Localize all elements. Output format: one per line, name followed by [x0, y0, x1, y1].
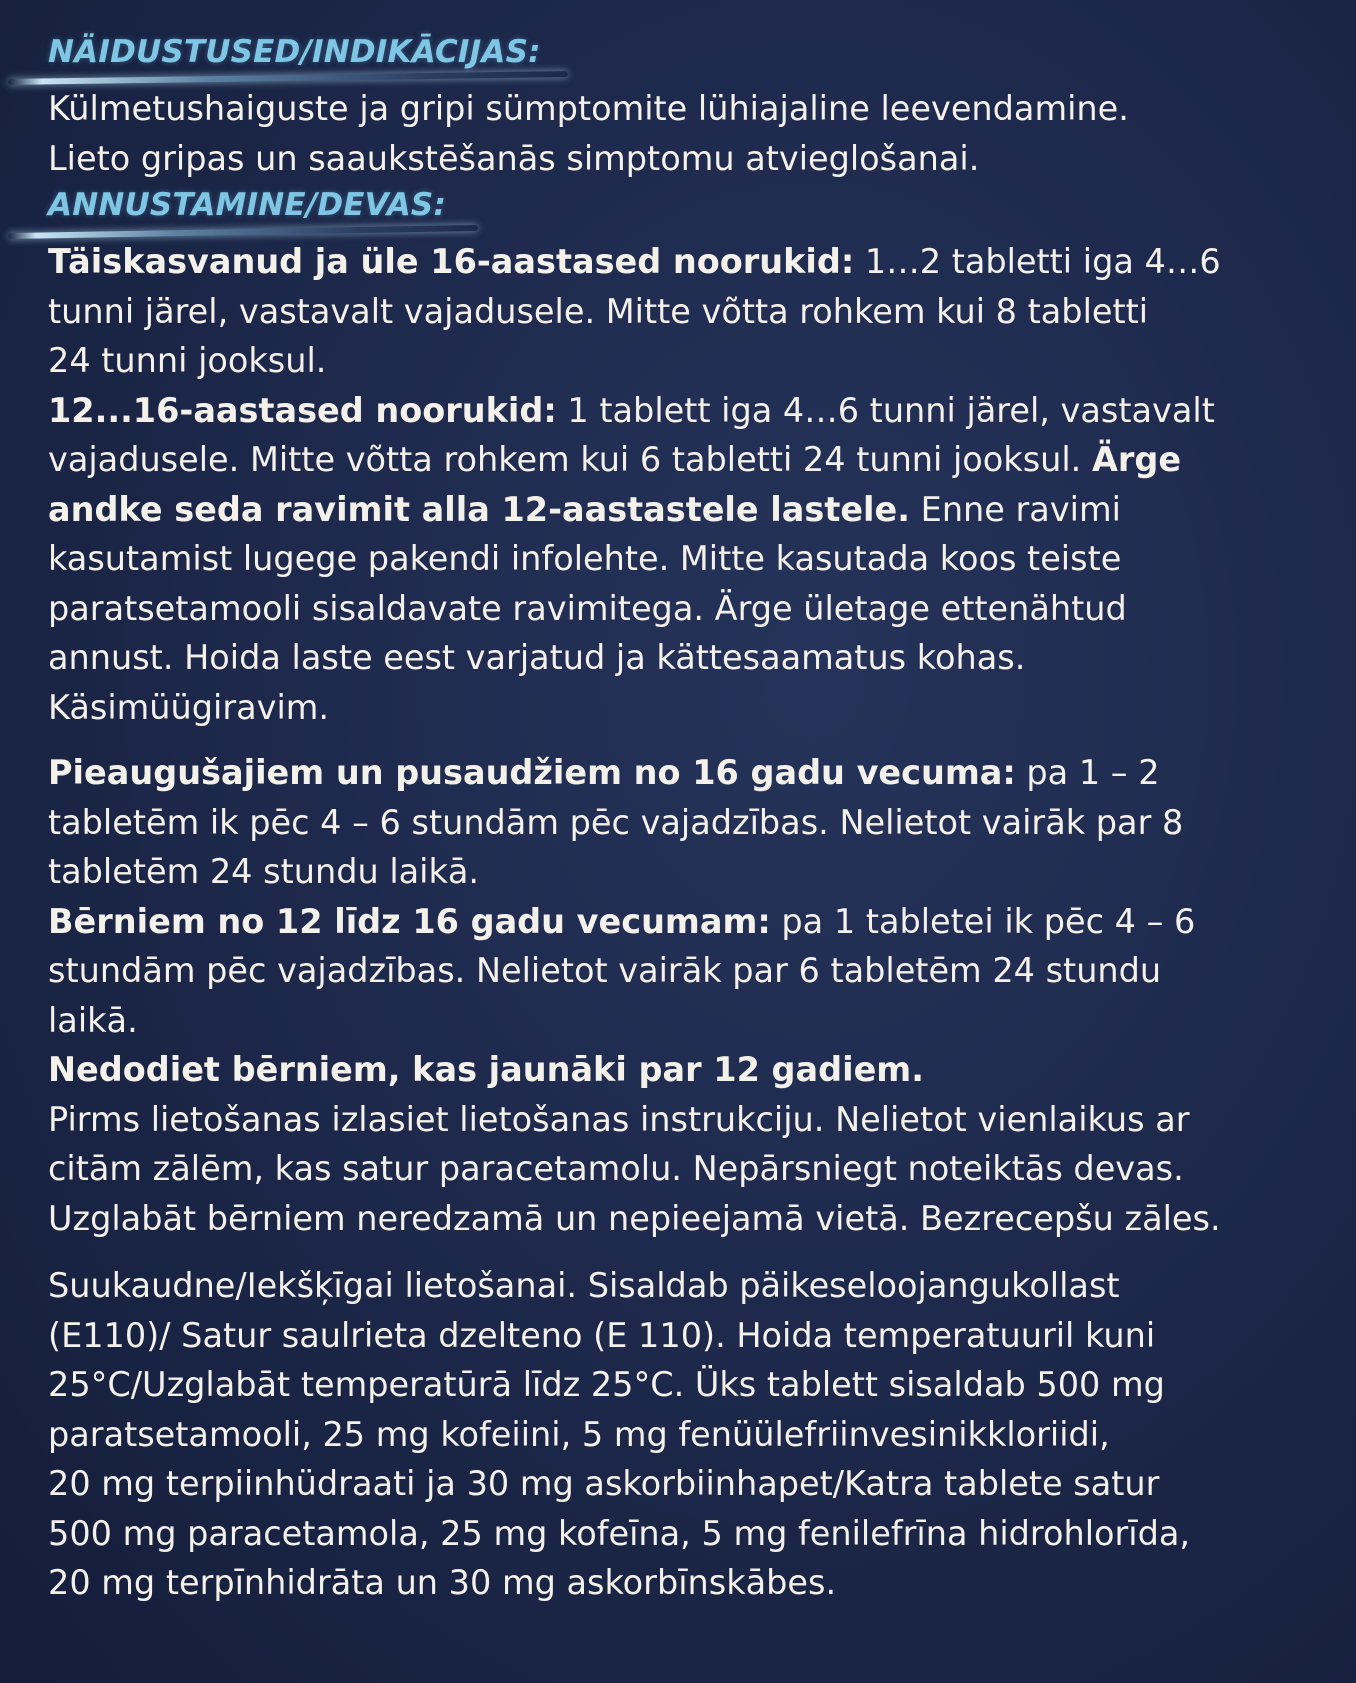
lv-children-label: Bērniem no 12 līdz 16 gadu vecumam: — [48, 901, 771, 941]
package-text — [48, 30, 1338, 1608]
est-warning-bold: andke seda ravimit alla 12-aastastele lastele. — [48, 489, 910, 529]
indications-line: Külmetushaiguste ja gripi sümptomite lühiajaline leevendamine. — [48, 89, 1129, 128]
lv-warning-paragraph: Nedodiet bērniem, kas jaunāki par 12 gadiem. Pirms lietošanas izlasiet lietošanas instrukciju. Nelietot vienlaikus ar citām zālēm, kas satur paracetamolu. Nepārsniegt noteiktās devas. Uzglabāt bērniem neredzamā un nepieejamā vietā. Bezrecepšu zāles. — [48, 1045, 1338, 1243]
est-teens-label: 12...16-aastased noorukid: — [48, 390, 557, 430]
indications-line: Lieto gripas un saaukstēšanās simptomu atvieglošanai. — [48, 138, 980, 178]
lv-adults-label: Pieaugušajiem un pusaudžiem no 16 gadu vecuma: — [48, 753, 1016, 792]
est-adults-label: Täiskasvanud ja üle 16-aastased noorukid: — [48, 242, 855, 281]
est-teens-paragraph: 12...16-aastased noorukid: 1 tablett iga 4…6 tunni järel, vastavalt vajadusele. Mitte võtta rohkem kui 6 tabletti 24 tunni jooksul. Ärge andke seda ravimit alla 12-aastastele lastele. Enne ravimi kasutamist lugege pakendi infolehte. Mitte kasutada koos teiste paratsetamooli sisaldavate ravimitega. Ärge ületage ettenähtud annust. Hoida laste eest varjatud ja kättesaamatus kohas. Käsimüügiravim. — [48, 390, 1215, 727]
est-warning-bold: Ärge — [1091, 440, 1182, 479]
lv-warning-bold: Nedodiet bērniem, kas jaunāki par 12 gadiem. — [48, 1050, 924, 1089]
composition-paragraph: Suukaudne/Iekšķīgai lietošanai. Sisaldab päikeseloojangukollast (E110)/ Satur saulrieta dzelteno (E 110). Hoida temperatuuril kuni 25°C/Uzglabāt temperatūrā līdz 25°C. Üks tablett sisaldab 500 mg paratsetamooli, 25 mg kofeiini, 5 mg fenüülefriinvesinikkloriidi, 20 mg terpiinhüdraati ja 30 mg askorbiinhapet/Katra tablete satur 500 mg paracetamola, 25 mg kofeīna, 5 mg fenilefrīna hidrohlorīda, 20 mg terpīnhidrāta un 30 mg askorbīnskābes. — [48, 1266, 1191, 1602]
lv-children-paragraph: Bērniem no 12 līdz 16 gadu vecumam: pa 1 tabletei ik pēc 4 – 6 stundām pēc vajadzības. Nelietot vairāk par 6 tabletēm 24 stundu laikā. — [48, 901, 1196, 1040]
lv-adults-paragraph: Pieaugušajiem un pusaudžiem no 16 gadu vecuma: pa 1 – 2 tabletēm ik pēc 4 – 6 stundām pēc vajadzības. Nelietot vairāk par 8 tabletēm 24 stundu laikā. — [48, 753, 1184, 891]
indications-heading: NÄIDUSTUSED/INDIKĀCIJAS: — [48, 30, 1338, 74]
dosage-heading: ANNUSTAMINE/DEVAS: — [48, 183, 1338, 227]
est-adults-paragraph: Täiskasvanud ja üle 16-aastased noorukid: 1…2 tabletti iga 4…6 tunni järel, vastavalt vajadusele. Mitte võtta rohkem kui 8 tabletti 24 tunni jooksul. — [48, 242, 1221, 380]
